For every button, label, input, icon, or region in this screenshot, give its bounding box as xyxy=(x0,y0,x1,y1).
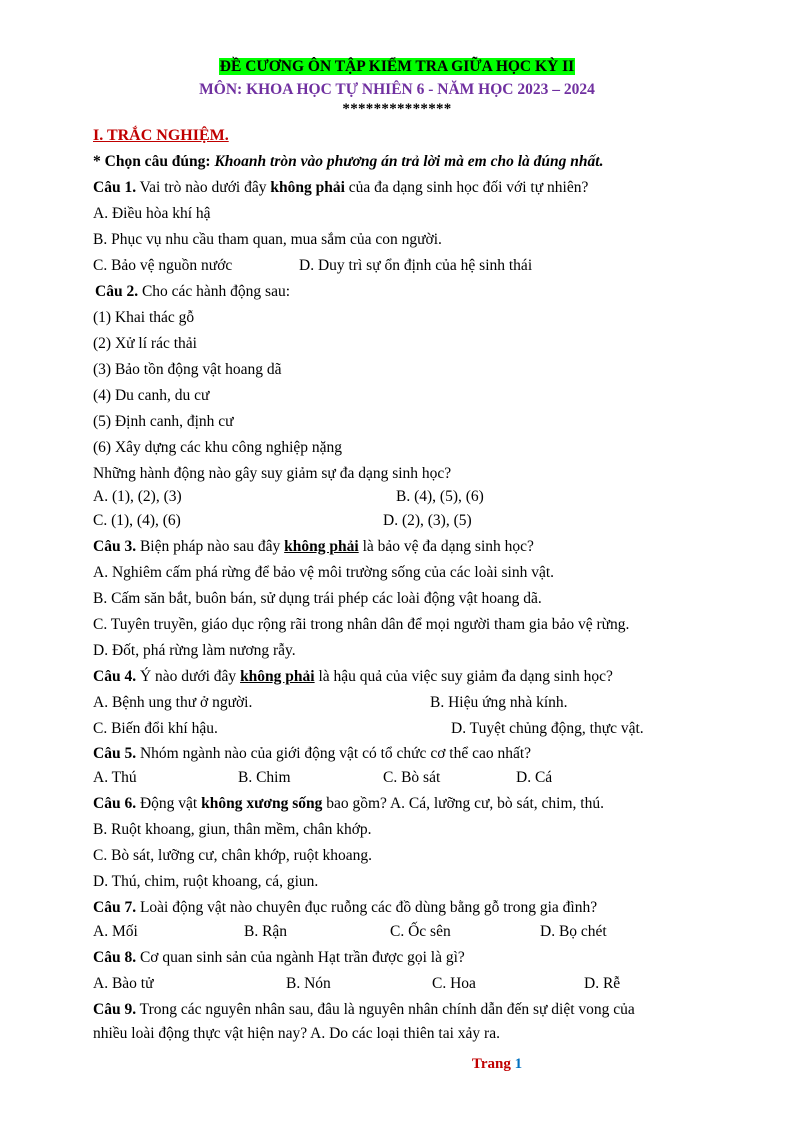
q6-option-b: B. Ruột khoang, giun, thân mềm, chân khớp. xyxy=(93,821,372,838)
q8-option-d: D. Rễ xyxy=(584,975,621,992)
q2-item: (6) Xây dựng các khu công nghiệp nặng xyxy=(93,439,343,456)
q8-option-c: C. Hoa xyxy=(432,975,476,992)
q3-option-b: B. Cấm săn bắt, buôn bán, sử dụng trái phép các loài động vật hoang dã. xyxy=(93,590,542,607)
q8-option-a: A. Bào tử xyxy=(93,975,154,992)
instruction-line: * Chọn câu đúng: Khoanh tròn vào phương án trả lời mà em cho là đúng nhất. xyxy=(93,153,604,170)
q4-options-cd xyxy=(93,719,644,739)
question-5: Câu 5. Nhóm ngành nào của giới động vật có tổ chức cơ thể cao nhất? xyxy=(93,745,532,762)
q3-option-c: C. Tuyên truyền, giáo dục rộng rãi trong nhân dân để mọi người tham gia bảo vệ rừng. xyxy=(93,616,630,633)
document-subtitle: MÔN: KHOA HỌC TỰ NHIÊN 6 - NĂM HỌC 2023 – 2024 xyxy=(199,81,595,98)
footer-word: Trang xyxy=(471,1056,511,1072)
question-9: Câu 9. Trong các nguyên nhân sau, đâu là nguyên nhân chính dẫn đến sự diệt vong của xyxy=(93,1001,635,1018)
title-separator: ************** xyxy=(342,101,452,117)
q2-item: (5) Định canh, định cư xyxy=(93,413,234,430)
q7-option-a: A. Mối xyxy=(93,923,138,940)
q1-option-d: D. Duy trì sự ổn định của hệ sinh thái xyxy=(299,257,533,274)
question-2: Câu 2. Cho các hành động sau: xyxy=(95,283,291,300)
q2-option-b: B. (4), (5), (6) xyxy=(396,488,484,505)
question-6: Câu 6. Động vật không xương sống bao gồm? A. Cá, lưỡng cư, bò sát, chim, thú. xyxy=(93,795,604,812)
question-3: Câu 3. Biện pháp nào sau đây không phải là bảo vệ đa dạng sinh học? xyxy=(93,538,534,555)
question-4: Câu 4. Ý nào dưới đây không phải là hậu quả của việc suy giảm đa dạng sinh học? xyxy=(93,668,613,685)
q1-option-b: B. Phục vụ nhu cầu tham quan, mua sắm của con người. xyxy=(93,231,442,248)
q6-option-d: D. Thú, chim, ruột khoang, cá, giun. xyxy=(93,873,319,890)
q2-item: (2) Xử lí rác thải xyxy=(93,335,197,352)
section-heading: I. TRẮC NGHIỆM. xyxy=(93,127,229,144)
page-number: 1 xyxy=(514,1056,523,1072)
q4-option-d: D. Tuyệt chủng động, thực vật. xyxy=(451,720,644,737)
question-1: Câu 1. Vai trò nào dưới đây không phải của đa dạng sinh học đối với tự nhiên? xyxy=(93,179,589,196)
question-8: Câu 8. Cơ quan sinh sản của ngành Hạt trần được gọi là gì? xyxy=(93,949,465,966)
q7-option-b: B. Rận xyxy=(244,923,288,940)
q4-options-ab xyxy=(93,693,568,713)
q7-option-c: C. Ốc sên xyxy=(390,923,451,940)
document-title: ĐỀ CƯƠNG ÔN TẬP KIỂM TRA GIỮA HỌC KỲ II xyxy=(219,58,575,75)
q5-option-d: D. Cá xyxy=(516,769,553,786)
q4-option-a: A. Bệnh ung thư ở người. xyxy=(93,694,253,711)
page-footer xyxy=(0,1056,794,1073)
q8-options xyxy=(93,974,621,994)
q5-option-a: A. Thú xyxy=(93,769,137,786)
q1-option-a: A. Điều hòa khí hậ xyxy=(93,205,211,222)
q4-option-c: C. Biến đổi khí hậu. xyxy=(93,720,218,737)
q2-item: (1) Khai thác gỗ xyxy=(93,309,195,326)
q4-option-b: B. Hiệu ứng nhà kính. xyxy=(430,694,568,711)
q2-options-cd xyxy=(93,511,472,531)
q1-options-cd xyxy=(93,256,533,276)
q7-options xyxy=(93,922,607,942)
q2-question: Những hành động nào gây suy giảm sự đa dạng sinh học? xyxy=(93,465,452,482)
q2-option-c: C. (1), (4), (6) xyxy=(93,512,181,529)
q2-item: (4) Du canh, du cư xyxy=(93,387,210,404)
q3-option-a: A. Nghiêm cấm phá rừng để bảo vệ môi trường sống của các loài sinh vật. xyxy=(93,564,555,581)
question-7: Câu 7. Loài động vật nào chuyên đục ruỗng các đồ dùng bằng gỗ trong gia đình? xyxy=(93,899,598,916)
q3-option-d: D. Đốt, phá rừng làm nương rẫy. xyxy=(93,642,296,659)
q5-options xyxy=(93,768,553,788)
question-9-continued: nhiều loài động thực vật hiện nay? A. Do các loại thiên tai xảy ra. xyxy=(93,1025,500,1042)
q7-option-d: D. Bọ chét xyxy=(540,923,607,940)
q1-option-c: C. Bảo vệ nguồn nước xyxy=(93,257,233,274)
q5-option-c: C. Bò sát xyxy=(383,769,441,786)
q8-option-b: B. Nón xyxy=(286,975,331,992)
q2-option-d: D. (2), (3), (5) xyxy=(383,512,472,529)
q5-option-b: B. Chim xyxy=(238,769,291,786)
q2-option-a: A. (1), (2), (3) xyxy=(93,488,182,505)
q2-options-ab xyxy=(93,487,484,507)
q6-option-c: C. Bò sát, lưỡng cư, chân khớp, ruột khoang. xyxy=(93,847,373,864)
q2-item: (3) Bảo tồn động vật hoang dã xyxy=(93,361,282,378)
